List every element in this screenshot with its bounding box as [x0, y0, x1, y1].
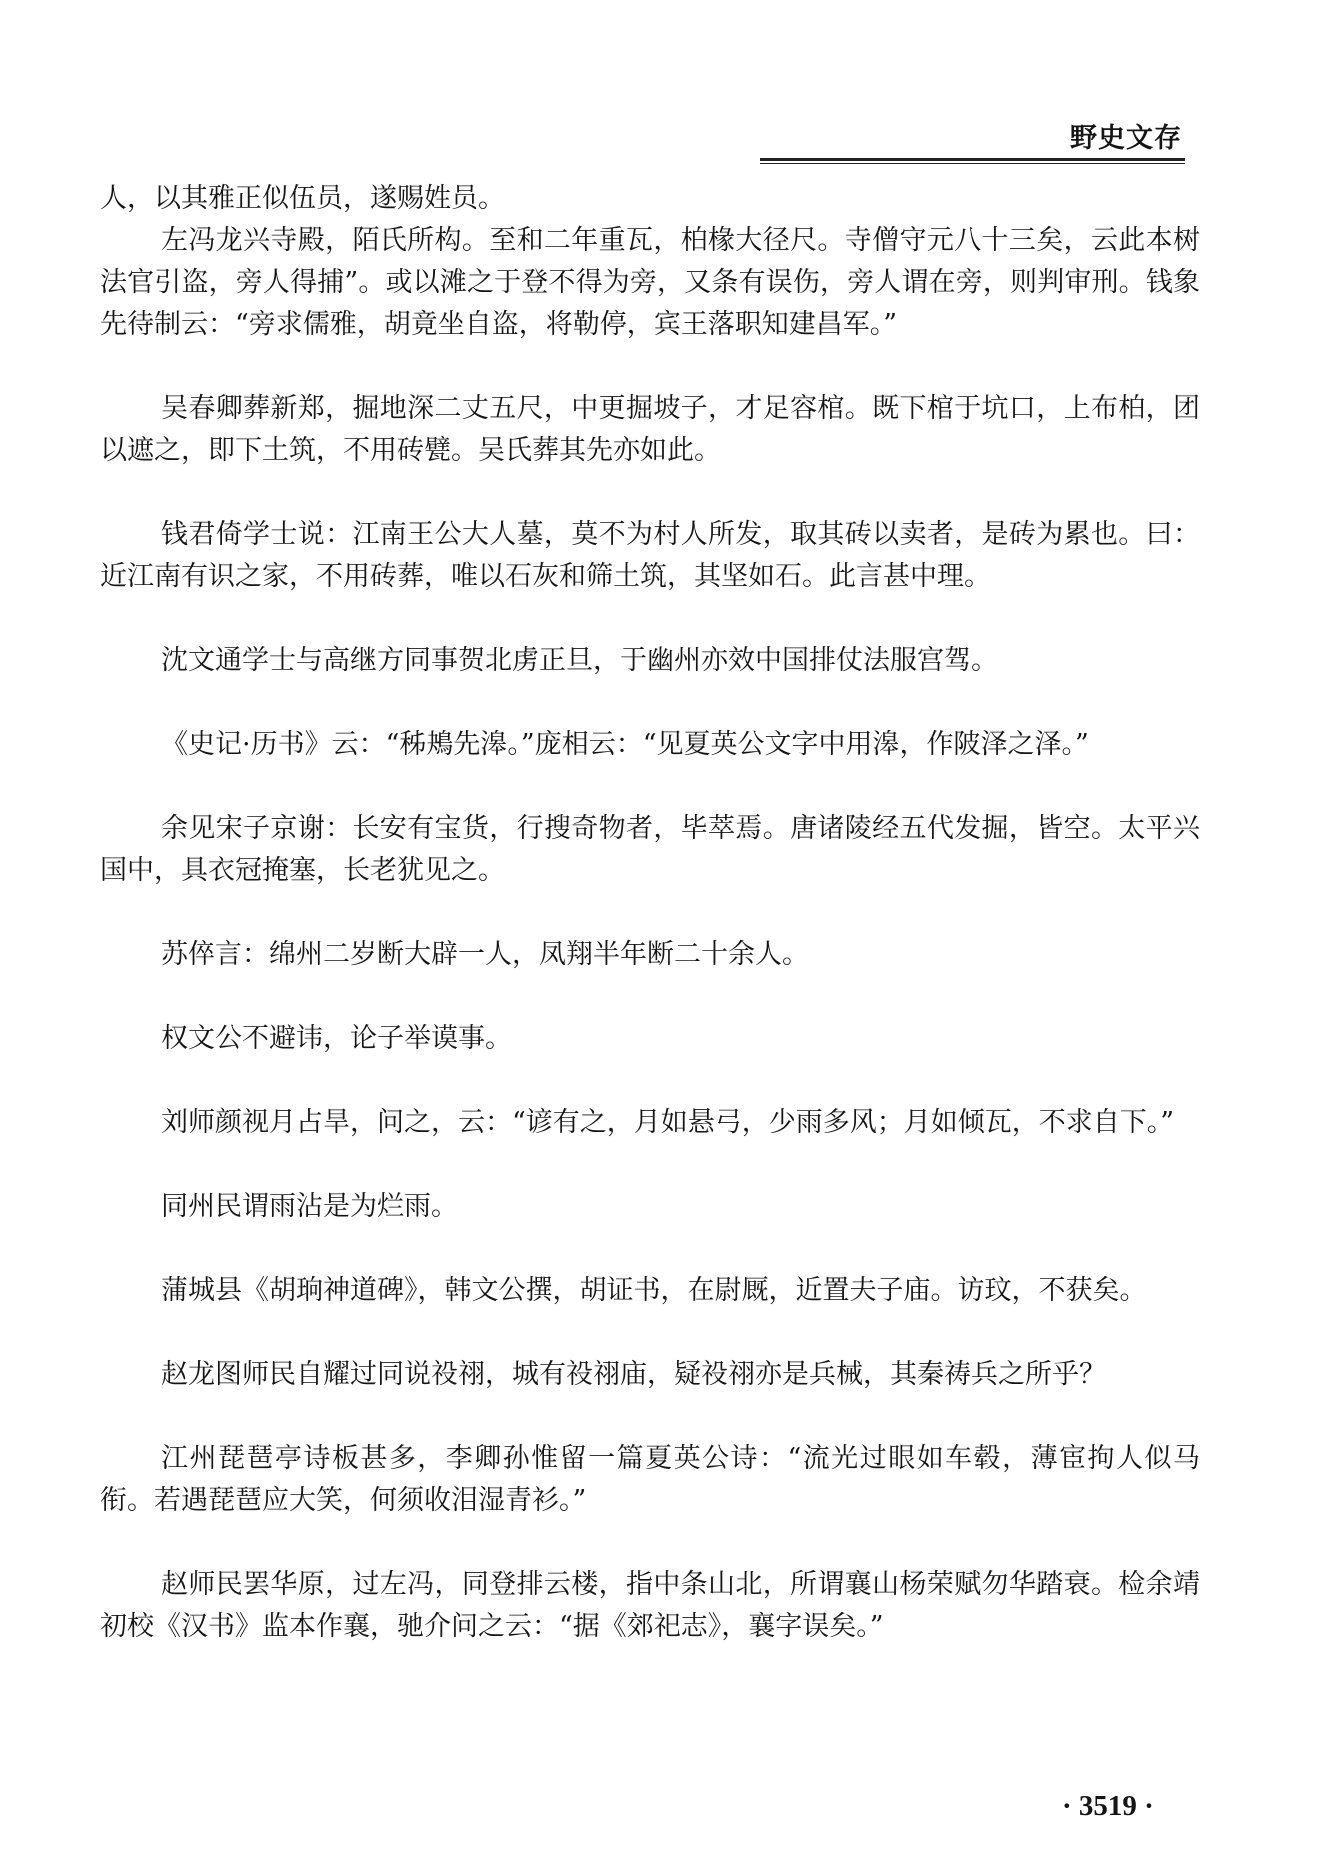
paragraph: 蒲城县《胡珦神道碑》，韩文公撰，胡证书，在尉厩，近置夫子庙。访玟，不获矣。 — [161, 1275, 1147, 1306]
paragraph: 沈文通学士与高继方同事贺北虏正旦，于幽州亦效中国排仗法服宫驾。 — [161, 645, 998, 676]
paragraph: 刘师颜视月占旱，问之，云：“谚有之，月如悬弓，少雨多风；月如倾瓦，不求自下。” — [161, 1107, 1175, 1138]
paragraph: 余见宋子京谢：长安有宝货，行搜奇物者，毕萃焉。唐诸陵经五代发掘，皆空。太平兴国中，具衣冠掩塞，长老犹见之。 — [100, 813, 1200, 886]
page-header-title: 野史文存 — [1070, 123, 1182, 154]
paragraph: 赵龙图师民自耀过同说祋祤，城有祋祤庙，疑祋祤亦是兵械，其秦祷兵之所乎？ — [161, 1359, 1106, 1390]
paragraph: 人，以其雅正似伍员，遂赐姓员。 — [100, 183, 505, 214]
paragraph: 《史记·历书》云：“秭鴂先滜。”庞相云：“见夏英公文字中用滜，作陂泽之泽。” — [161, 729, 1089, 760]
paragraph: 权文公不避讳，论子举谟事。 — [161, 1023, 512, 1054]
paragraph: 江州琵琶亭诗板甚多，李卿孙惟留一篇夏英公诗：“流光过眼如车毂，薄宦拘人似马衔。若遇琵琶应大笑，何须收泪湿青衫。” — [100, 1443, 1200, 1516]
header-rule — [760, 158, 1185, 164]
paragraph: 苏倅言：绵州二岁断大辟一人，凤翔半年断二十余人。 — [161, 939, 809, 970]
paragraph: 钱君倚学士说：江南王公大人墓，莫不为村人所发，取其砖以卖者，是砖为累也。曰：近江南有识之家，不用砖葬，唯以石灰和筛土筑，其坚如石。此言甚中理。 — [100, 519, 1200, 592]
body-text — [100, 178, 1200, 1648]
page-number: · 3519 · — [1062, 1790, 1154, 1822]
paragraph: 吴春卿葬新郑，掘地深二丈五尺，中更掘坡子，才足容棺。既下棺于坑口，上布柏，团以遮之，即下土筑，不用砖甓。吴氏葬其先亦如此。 — [100, 393, 1200, 466]
paragraph: 左冯龙兴寺殿，陌氏所构。至和二年重瓦，柏椽大径尺。寺僧守元八十三矣，云此本树法官引盗，旁人得捕”。或以滩之于登不得为旁，又条有误伤，旁人谓在旁，则判审刑。钱象先待制云：“旁求儒雅，胡竟坐自盗，将勒停，宾王落职知建昌军。” — [100, 225, 1200, 340]
paragraph: 同州民谓雨沾是为烂雨。 — [161, 1191, 458, 1222]
paragraph: 赵师民罢华原，过左冯，同登排云楼，指中条山北，所谓襄山杨荣赋勿华踏衰。检余靖初校《汉书》监本作襄，驰介问之云：“据《郊祀志》，襄字误矣。” — [100, 1569, 1200, 1642]
